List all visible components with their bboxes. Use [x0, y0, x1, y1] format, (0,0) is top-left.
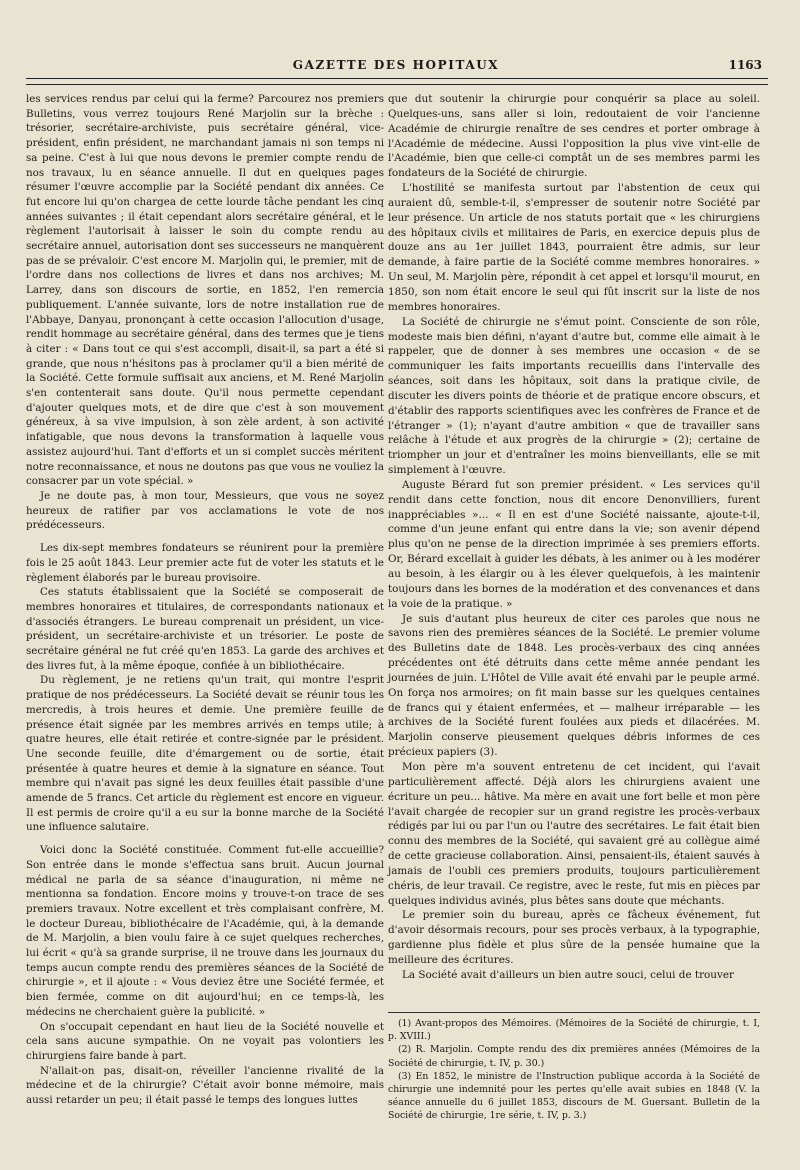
footnote: (1) Avant-propos des Mémoires. (Mémoires de la Société de chirurgie, t. I, p. XVIII.)	[388, 1018, 760, 1043]
paragraph: Je ne doute pas, à mon tour, Messieurs, que vous ne soyez heureux de ratifier par vos acclamations le vote de nos prédécesseurs.	[26, 489, 384, 532]
page-header	[26, 55, 766, 77]
footnote: (3) En 1852, le ministre de l'Instruction publique accorda à la Société de chirurgie une indemnité pour les pertes qu'elle avait subies en 1848 (V. la séance annuelle du 6 juillet 1853, discours de M. Guersant. Bulletin de la Société de chirurgie, 1re série, t. IV, p. 3.)	[388, 1070, 760, 1122]
paragraph: Voici donc la Société constituée. Comment fut-elle accueillie? Son entrée dans le monde s'effectua sans bruit. Aucun journal médical ne parla de sa séance d'inauguration, ni même ne mentionna sa fondation. Encore moins y trouve-t-on trace de ses premiers travaux. Notre excellent et très complaisant confrère, M. le docteur Dureau, bibliothécaire de l'Académie, qui, à la demande de M. Marjolin, a bien voulu faire à ce sujet quelques recherches, lui écrit « qu'à sa grande surprise, il ne trouve dans les journaux du temps aucun compte rendu des premières séances de la Société de chirurgie », et il ajoute : « Vous deviez être une Société fermée, et bien fermée, comme on dit aujourd'hui; en ce temps-là, les médecins ne cherchaient guère la publicité. »	[26, 844, 384, 1018]
paragraph: Le premier soin du bureau, après ce fâcheux événement, fut d'avoir désormais recours, pour ses procès verbaux, à la typographie, gardienne plus fidèle et plus sûre de la pensée humaine que la meilleure des écritures.	[388, 909, 760, 966]
paragraph: Je suis d'autant plus heureux de citer ces paroles que nous ne savons rien des premières séances de la Société. Le premier volume des Bulletins date de 1848. Les procès-verbaux des cinq années précédentes ont été détruits dans cette même année pendant les journées de juin. L'Hôtel de Ville avait été envahi par le peuple armé. On força nos armoires; on fit main basse sur les quelques centaines de francs qui y étaient enfermées, et — malheur irréparable — les archives de la Société furent foulées aux pieds et dilacérées. M. Marjolin conserve pieusement quelques débris informes de ces précieux papiers (3).	[388, 612, 760, 759]
left-column	[26, 92, 384, 1108]
paragraph: On s'occupait cependant en haut lieu de la Société nouvelle et cela sans aucune sympathie. On ne voyait pas volontiers les chirurgiens faire bande à part.	[26, 1020, 384, 1062]
footnote: (2) R. Marjolin. Compte rendu des dix premières années (Mémoires de la Société de chirurgie, t. IV, p. 30.)	[388, 1044, 760, 1069]
header-rule-thin	[26, 84, 768, 85]
paragraph: Mon père m'a souvent entretenu de cet incident, qui l'avait particulièrement affecté. Déjà alors les chirurgiens avaient une écriture un peu... hâtive. Ma mère en avait une fort belle et mon père l'avait chargée de recopier sur un grand registre les procès-verbaux rédigés par lui ou par l'un ou l'autre des secrétaires. Le fait était bien connu des membres de la Société, qui savaient gré au collègue aimé de cette gracieuse collaboration. Ainsi, pensaient-ils, étaient sauvés à jamais de l'oubli ces premiers produits, toujours particulièrement chéris, de leur travail. Ce registre, avec le reste, fut mis en pièces par quelques individus avinés, plus bêtes sans doute que méchants.	[388, 760, 760, 907]
paragraph: que dut soutenir la chirurgie pour conquérir sa place au soleil. Quelques-uns, sans aller si loin, redoutaient de voir l'ancienne Académie de chirurgie renaître de ses cendres et porter ombrage à l'Académie de médecine. Aussi l'opposition la plus vive vint-elle de l'Académie, bien que celle-ci comptât un de ses membres parmi les fondateurs de la Société de chirurgie.	[388, 93, 760, 180]
paragraph: les services rendus par celui qui la ferme? Parcourez nos premiers Bulletins, vous verrez toujours René Marjolin sur la brèche : trésorier, secrétaire-archiviste, puis secrétaire général, vice-président, enfin président, ne marchandant jamais ni son temps ni sa peine. C'est à lui que nous devons le premier compte rendu de nos travaux, lu en séance annuelle. Il dut en quelques pages résumer l'œuvre accomplie par la Société pendant dix années. Ce fut encore lui qu'on chargea de cette lourde tâche pendant les cinq années suivantes ; il était cependant alors secrétaire général, et le règlement l'autorisait à laisser le soin du compte rendu au secrétaire annuel, autorisation dont ses successeurs ne manquèrent pas de se prévaloir. C'est encore M. Marjolin qui, le premier, mit de l'ordre dans nos collections de livres et dans nos archives; M. Larrey, dans son discours de sortie, en 1852, l'en remercia publiquement. L'année suivante, lors de notre installation rue de l'Abbaye, Danyau, prononçant à cette occasion l'allocution d'usage, rendit hommage au secrétaire général, dans des termes que je tiens à citer : « Dans tout ce qui s'est accompli, disait-il, sa part a été si grande, que nous n'hésitons pas à proclamer qu'il a bien mérité de la Société. Cette formule suffisait aux anciens, et M. René Marjolin s'en contenterait sans doute. Qu'il nous permette cependant d'ajouter quelques mots, et de dire que c'est à son mouvement généreux, à sa vive impulsion, à son zèle ardent, à son activité infatigable, que nous devons la transformation à laquelle vous assistez aujourd'hui. Tant d'efforts et un si complet succès méritent notre reconnaissance, et nous ne doutons pas que vous ne vouliez la consacrer par un vote spécial. »	[26, 93, 384, 488]
paragraph: La Société avait d'ailleurs un bien autre souci, celui de trouver	[402, 968, 734, 981]
paragraph: L'hostilité se manifesta surtout par l'abstention de ceux qui auraient dû, semble-t-il, s'empresser de soutenir notre Société par leur présence. Un article de nos statuts portait que « les chirurgiens des hôpitaux civils et militaires de Paris, en exercice depuis plus de douze ans au 1er juillet 1843, pourraient être admis, sur leur demande, à faire partie de la Société comme membres honoraires. » Un seul, M. Marjolin père, répondit à cet appel et lorsqu'il mourut, en 1850, son nom était encore le seul qui fût inscrit sur la liste de nos membres honoraires.	[388, 182, 760, 313]
paragraph: La Société de chirurgie ne s'émut point. Consciente de son rôle, modeste mais bien défini, n'ayant d'autre but, comme elle aimait à le rappeler, que de donner à ses membres une occasion « de se communiquer les faits importants recueillis dans l'intervalle des séances, soit dans les hôpitaux, soit dans la pratique civile, de discuter les divers points de théorie et de pratique encore obscurs, et d'établir des rapports scientifiques avec les confrères de France et de l'étranger » (1); n'ayant d'autre ambition « que de travailler sans relâche à l'étude et aux progrès de la chirurgie » (2); certaine de triompher un jour et d'entraîner les moins bienveillants, elle se mit simplement à l'œuvre.	[388, 315, 760, 477]
page-number: 1163	[728, 58, 762, 72]
footnotes	[388, 1012, 760, 1123]
paragraph: Du règlement, je ne retiens qu'un trait, qui montre l'esprit pratique de nos prédécesseurs. La Société devait se réunir tous les mercredis, à trois heures et demie. Une première feuille de présence était signée par les membres arrivés en temps utile; à quatre heures, elle était retirée et contre-signée par le président. Une seconde feuille, dite d'émargement ou de sortie, était présentée à quatre heures et demie à la signature en séance. Tout membre qui n'avait pas signé les deux feuilles était passible d'une amende de 5 francs. Cet article du règlement est encore en vigueur. Il est permis de croire qu'il a eu sur la bonne marche de la Société une influence salutaire.	[26, 674, 384, 834]
journal-title: GAZETTE DES HOPITAUX	[292, 58, 500, 72]
paragraph: Auguste Bérard fut son premier président. « Les services qu'il rendit dans cette fonction, nous dit encore Denonvilliers, furent inappréciables »... « Il en est d'une Société naissante, ajoute-t-il, comme d'un jeune enfant qui entre dans la vie; son avenir dépend plus qu'on ne pense de la direction imprimée à ses premiers efforts. Or, Bérard excellait à guider les débats, à les animer ou à les modérer au besoin, à les élargir ou à les élever quelquefois, à les maintenir toujours dans les bornes de la modération et des convenances et dans la voie de la pratique. »	[388, 478, 760, 610]
paragraph: Ces statuts établissaient que la Société se composerait de membres honoraires et titulaires, de correspondants nationaux et d'associés étrangers. Le bureau comprenait un président, un vice-président, un secrétaire-archiviste et un trésorier. Le poste de secrétaire général ne fut créé qu'en 1853. La garde des archives et des livres fut, à la même époque, confiée à un bibliothécaire.	[26, 586, 384, 672]
right-column	[388, 92, 760, 983]
header-rule	[26, 78, 768, 79]
paragraph: N'allait-on pas, disait-on, réveiller l'ancienne rivalité de la médecine et de la chirurgie? C'était avoir bonne mémoire, mais aussi retarder un peu; il était passé le temps des longues luttes	[26, 1064, 384, 1107]
paragraph: Les dix-sept membres fondateurs se réunirent pour la première fois le 25 août 1843. Leur premier acte fut de voter les statuts et le règlement élaborés par le bureau provisoire.	[26, 542, 384, 584]
